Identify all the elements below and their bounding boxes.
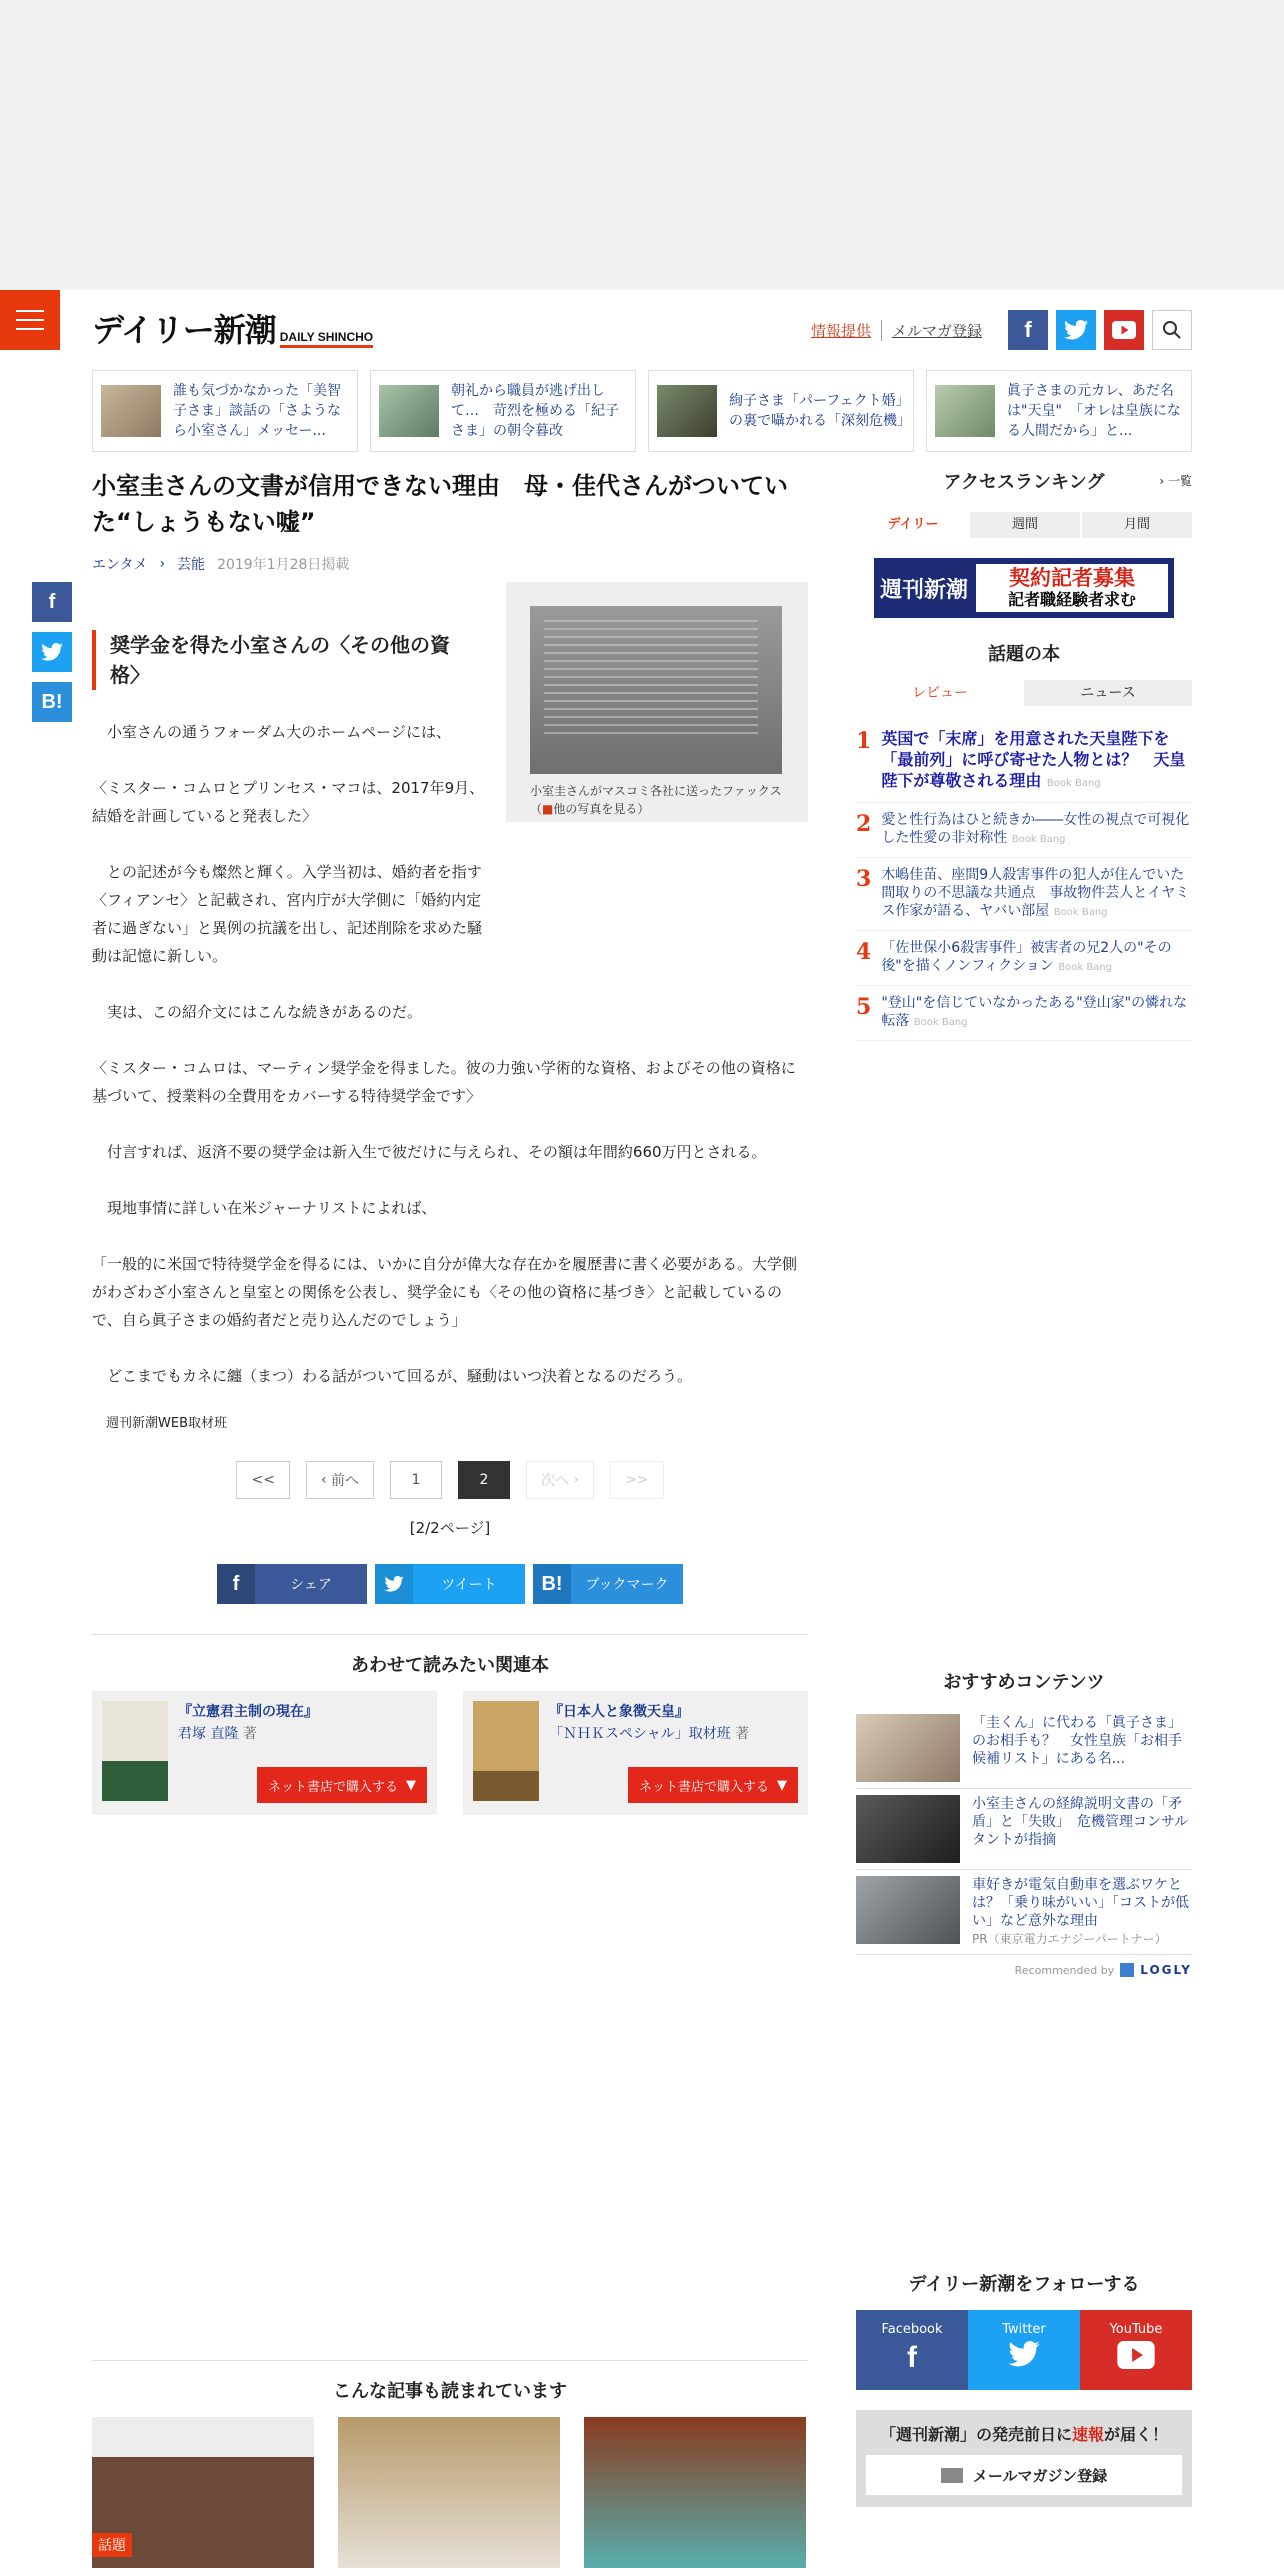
paragraph: との記述が今も燦然と輝く。入学当初は、婚約者を指す〈フィアンセ〉と記載され、宮内庁が大学側に「婚約内定者に過ぎない」と異例の抗議を出し、記述削除を求めた騒動は記憶に新しい。 bbox=[92, 863, 483, 965]
share-label: シェア bbox=[290, 1577, 332, 1593]
rank-title bbox=[881, 811, 1192, 849]
mailmag-box bbox=[856, 2410, 1192, 2507]
sidebar bbox=[856, 468, 1192, 1041]
rank-source: Book Bang bbox=[913, 1017, 968, 1028]
menu-icon-bar bbox=[16, 310, 44, 312]
topic-books-title: 話題の本 bbox=[988, 644, 1060, 665]
reco-title: おすすめコンテンツ bbox=[943, 1672, 1105, 1693]
twitter-icon[interactable] bbox=[32, 632, 72, 672]
follow-facebook-button[interactable] bbox=[856, 2310, 968, 2390]
rank-number: 4 bbox=[856, 939, 872, 965]
buy-label: ネット書店で購入する bbox=[638, 1779, 769, 1795]
list-item[interactable] bbox=[856, 803, 1192, 858]
follow-title: デイリー新潮をフォローする bbox=[908, 2274, 1140, 2295]
recruit-banner[interactable] bbox=[874, 558, 1174, 618]
rank-title-text: "登山"を信じていなかったある"登山家"の憐れな転落 bbox=[881, 995, 1188, 1029]
also-read-item[interactable] bbox=[92, 2417, 314, 2568]
banner-box bbox=[976, 564, 1168, 612]
pagination bbox=[92, 1461, 808, 1499]
pickup-item[interactable] bbox=[926, 370, 1192, 452]
mailmag-post: が届く！ bbox=[1104, 2425, 1169, 2444]
rank-title-text: 英国で「末席」を用意された天皇陛下を「最前列」に呼び寄せた人物とは？ 天皇陛下が尊敬される理由 bbox=[881, 729, 1186, 790]
chevron-right-icon: › bbox=[1159, 474, 1168, 488]
more-photos-link[interactable]: 他の写真を見る） bbox=[553, 802, 650, 816]
mailmag-pre: 「週刊新潮」の発売前日に bbox=[879, 2425, 1072, 2444]
book-title[interactable]: 『立憲君主制の現在』 bbox=[178, 1704, 318, 1720]
tab-daily[interactable]: デイリー bbox=[858, 512, 968, 538]
paragraph: 〈ミスター・コムロは、マーティン奨学金を得ました。彼の力強い学術的な資格、およびその他の資格に基づいて、授業料の全費用をカバーする特待奨学金です〉 bbox=[92, 1059, 796, 1105]
book-tabs bbox=[856, 680, 1192, 706]
book-list bbox=[92, 1691, 808, 1815]
recommended-by-label: Recommended by bbox=[1014, 1963, 1115, 1977]
rank-number: 3 bbox=[856, 866, 872, 892]
banner-brand: 週刊新潮 bbox=[880, 576, 969, 603]
top-ad-area bbox=[0, 0, 1284, 290]
hamburger-menu-button[interactable] bbox=[0, 290, 60, 350]
breadcrumb bbox=[92, 554, 808, 574]
site-header bbox=[92, 300, 1192, 360]
more-label: 一覧 bbox=[1167, 474, 1192, 488]
list-item[interactable] bbox=[856, 858, 1192, 931]
paragraph: 「一般的に米国で特待奨学金を得るには、いかに自分が偉大な存在かを履歴書に書く必要がある。大学側がわざわざ小室さんと皇室との関係を公表し、奨学金にも〈その他の資格に基づき〉と記載しているので、自ら眞子さまの婚約者だと売り込んだのでしょう」 bbox=[92, 1255, 798, 1329]
rank-title-text: 木嶋佳苗、座間9人殺害事件の犯人が住んでいた間取りの不思議な共通点 事故物件芸人とイヤミス作家が語る、ヤバい部屋 bbox=[881, 867, 1190, 919]
next-page-button[interactable] bbox=[526, 1461, 594, 1499]
share-buttons bbox=[92, 1564, 808, 1604]
book-title[interactable]: 『日本人と象徴天皇』 bbox=[549, 1704, 689, 1720]
pickup-item[interactable] bbox=[92, 370, 358, 452]
info-provide-link[interactable]: 情報提供 bbox=[811, 320, 882, 341]
pickup-item[interactable] bbox=[648, 370, 914, 452]
page-info: [2/2ページ] bbox=[409, 1519, 491, 1537]
twitter-icon bbox=[968, 2341, 1080, 2375]
youtube-icon[interactable] bbox=[1104, 310, 1144, 350]
ranking-title bbox=[856, 468, 1192, 494]
reco-item[interactable] bbox=[856, 1708, 1192, 1789]
facebook-icon: f bbox=[907, 2341, 917, 2374]
article-title: 小室圭さんの文書が信用できない理由 母・佳代さんがついていた“しょうもない嘘” bbox=[92, 472, 788, 536]
also-read-title: こんな記事も読まれています bbox=[333, 2381, 567, 2402]
author-suffix: 著 bbox=[238, 1726, 257, 1742]
prev-label: 前へ bbox=[331, 1473, 359, 1489]
rank-title bbox=[881, 866, 1192, 922]
paragraph: どこまでもカネに纏（まつ）わる話がついて回るが、騒動はいつ決着となるのだろう。 bbox=[92, 1367, 693, 1385]
reco-text: 小室圭さんの経緯説明文書の「矛盾」と「失敗」 危機管理コンサルタントが指摘 bbox=[972, 1796, 1189, 1848]
caret-down-icon: ▼ bbox=[406, 1777, 416, 1793]
author-suffix: 著 bbox=[730, 1726, 750, 1742]
rank-number: 1 bbox=[856, 728, 872, 754]
last-page-button[interactable]: >> bbox=[610, 1461, 663, 1499]
rank-source: Book Bang bbox=[1011, 834, 1066, 845]
paragraph: 付言すれば、返済不要の奨学金は新入生で彼だけに与えられ、その額は年間約660万円とされる。 bbox=[92, 1143, 767, 1161]
search-icon[interactable] bbox=[1152, 310, 1192, 350]
first-page-button[interactable]: << bbox=[236, 1461, 289, 1499]
rank-number: 2 bbox=[856, 811, 872, 837]
book-ranking-list bbox=[856, 720, 1192, 1041]
tweet-label: ツイート bbox=[441, 1577, 497, 1593]
pickup-articles bbox=[92, 370, 1192, 452]
tab-review[interactable]: レビュー bbox=[856, 680, 1024, 706]
pickup-thumbnail bbox=[657, 385, 717, 437]
publish-date: 2019年1月28日掲載 bbox=[217, 557, 350, 573]
tab-news[interactable]: ニュース bbox=[1024, 680, 1192, 706]
recommended-content bbox=[856, 1668, 1192, 1977]
breadcrumb-geino[interactable]: 芸能 bbox=[177, 557, 206, 573]
pickup-thumbnail bbox=[935, 385, 995, 437]
paragraph: 〈ミスター・コムロとプリンセス・マコは、2017年9月、結婚を計画していると発表した〉 bbox=[92, 779, 485, 825]
follow-buttons bbox=[856, 2310, 1192, 2390]
floating-share bbox=[32, 582, 72, 722]
book-cover[interactable] bbox=[102, 1701, 168, 1801]
banner-headline: 契約記者募集 bbox=[1009, 566, 1135, 590]
reco-thumbnail bbox=[856, 1876, 960, 1944]
also-read-item[interactable] bbox=[584, 2417, 806, 2568]
reco-text: 車好きが電気自動車を選ぶワケとは？「乗り味がいい」「コストが低い」など意外な理由 bbox=[972, 1877, 1189, 1929]
mailmag-red: 速報 bbox=[1071, 2425, 1104, 2444]
pickup-text: 誰も気づかなかった「美智子さま」談話の「さようなら小室さん」メッセー... bbox=[173, 383, 341, 439]
hatena-bookmark-icon: B! bbox=[533, 1564, 571, 1604]
logly-logo-icon bbox=[1120, 1963, 1134, 1977]
reco-thumbnail bbox=[856, 1714, 960, 1782]
follow-twitter-button[interactable] bbox=[968, 2310, 1080, 2390]
book-card bbox=[463, 1691, 808, 1815]
banner-sub: 記者職経験者求む bbox=[1008, 590, 1137, 609]
rank-number: 5 bbox=[856, 994, 872, 1020]
twitter-icon bbox=[375, 1564, 413, 1604]
twitter-share-button[interactable] bbox=[375, 1564, 525, 1604]
reco-list bbox=[856, 1708, 1192, 1955]
book-cover[interactable] bbox=[473, 1701, 539, 1801]
header-links bbox=[811, 320, 982, 341]
mailmag-link[interactable]: メルマガ登録 bbox=[891, 322, 982, 340]
header-sns bbox=[1008, 310, 1192, 350]
mailmag-register-button[interactable] bbox=[866, 2455, 1182, 2495]
menu-icon-bar bbox=[16, 319, 44, 321]
reco-text-wrap bbox=[972, 1876, 1192, 1948]
author-name: 「ＮＨＫスペシャル」取材班 bbox=[549, 1726, 731, 1742]
rank-title bbox=[881, 994, 1192, 1032]
buy-book-button[interactable] bbox=[257, 1767, 427, 1803]
hatena-bookmark-icon[interactable]: B! bbox=[32, 682, 72, 722]
follow-youtube-button[interactable] bbox=[1080, 2310, 1192, 2390]
youtube-icon bbox=[1080, 2341, 1192, 2377]
article-main bbox=[92, 468, 808, 1815]
buy-label: ネット書店で購入する bbox=[267, 1779, 398, 1795]
ranking-more-link[interactable] bbox=[1159, 472, 1192, 489]
list-item[interactable] bbox=[856, 931, 1192, 986]
book-author bbox=[549, 1723, 749, 1743]
chevron-right-icon: › bbox=[159, 556, 166, 572]
paragraph: 現地事情に詳しい在米ジャーナリストによれば、 bbox=[92, 1199, 437, 1217]
pickup-thumbnail bbox=[101, 385, 161, 437]
pickup-text: 絢子さま「パーフェクト婚」の裏で囁かれる「深刻危機」 bbox=[729, 393, 911, 429]
rank-source: Book Bang bbox=[1053, 907, 1108, 918]
also-read-section bbox=[92, 2360, 808, 2568]
breadcrumb-entame[interactable]: エンタメ bbox=[92, 557, 148, 573]
ranking-tabs bbox=[856, 512, 1192, 538]
buy-book-button[interactable] bbox=[628, 1767, 798, 1803]
figure-caption bbox=[530, 782, 784, 818]
also-read-item[interactable] bbox=[338, 2417, 560, 2568]
logo-en: DAILY SHINCHO bbox=[280, 331, 373, 348]
camera-icon: ■ bbox=[542, 802, 554, 816]
reco-text: 「圭くん」に代わる「眞子さま」のお相手も？ 女性皇族「お相手候補リスト」にある名... bbox=[972, 1715, 1182, 1767]
facebook-label: Facebook bbox=[881, 2322, 943, 2337]
rank-title-text: 「佐世保小6殺害事件」被害者の兄2人の"その後"を描くノンフィクション bbox=[881, 940, 1172, 974]
section-subhead: 奨学金を得た小室さんの〈その他の資格〉 bbox=[92, 630, 472, 690]
mailmag-text bbox=[866, 2422, 1182, 2445]
chevron-right-icon: › bbox=[569, 1472, 580, 1488]
prev-page-button[interactable] bbox=[306, 1461, 374, 1499]
page-2-button[interactable]: 2 bbox=[458, 1461, 510, 1499]
chevron-left-icon: ‹ bbox=[320, 1472, 331, 1488]
pickup-text: 朝礼から職員が逃げ出して… 苛烈を極める「紀子さま」の朝令暮改 bbox=[451, 383, 619, 439]
list-item[interactable] bbox=[856, 720, 1192, 803]
logo-jp: デイリー新潮 bbox=[92, 311, 276, 349]
rank-source: Book Bang bbox=[1058, 962, 1112, 973]
rank-title bbox=[881, 939, 1192, 977]
youtube-label: YouTube bbox=[1109, 2322, 1163, 2337]
tab-monthly[interactable]: 月間 bbox=[1082, 512, 1192, 538]
reco-item[interactable] bbox=[856, 1870, 1192, 1955]
related-books bbox=[92, 1634, 808, 1815]
site-logo[interactable] bbox=[92, 312, 373, 348]
reco-pr: PR（東京電力エナジーパートナー） bbox=[972, 1932, 1167, 1946]
twitter-label: Twitter bbox=[1002, 2322, 1046, 2337]
facebook-icon[interactable]: f bbox=[32, 582, 72, 622]
menu-icon-bar bbox=[16, 328, 44, 330]
caret-down-icon: ▼ bbox=[777, 1777, 787, 1793]
byline: 週刊新潮WEB取材班 bbox=[106, 1416, 227, 1431]
bookmark-label: ブックマーク bbox=[585, 1577, 669, 1593]
caption-text: 小室圭さんがマスコミ各社に送ったファックス（ bbox=[530, 784, 782, 816]
reco-thumbnail bbox=[856, 1795, 960, 1863]
envelope-icon bbox=[941, 2468, 963, 2483]
topic-tag: 話題 bbox=[92, 2533, 132, 2557]
hatena-bookmark-button[interactable] bbox=[533, 1564, 683, 1604]
logly-credit[interactable] bbox=[856, 1963, 1192, 1977]
article-figure bbox=[506, 582, 808, 822]
book-card bbox=[92, 1691, 437, 1815]
twitter-icon[interactable] bbox=[1056, 310, 1096, 350]
ranking-title-text: アクセスランキング bbox=[943, 472, 1105, 493]
reco-item[interactable] bbox=[856, 1789, 1192, 1870]
facebook-icon: f bbox=[217, 1564, 255, 1604]
pickup-item[interactable] bbox=[370, 370, 636, 452]
facebook-icon[interactable]: f bbox=[1008, 310, 1048, 350]
mailmag-btn-label: メールマガジン登録 bbox=[972, 2466, 1108, 2485]
next-label: 次へ bbox=[541, 1473, 569, 1489]
related-books-title: あわせて読みたい関連本 bbox=[351, 1655, 549, 1676]
pickup-text: 眞子さまの元カレ、あだ名は"天皇" 「オレは皇族になる人間だから」と... bbox=[1007, 383, 1181, 439]
author-name: 君塚 直隆 bbox=[178, 1726, 239, 1742]
page-1-button[interactable]: 1 bbox=[390, 1461, 442, 1499]
tab-weekly[interactable]: 週間 bbox=[970, 512, 1080, 538]
rank-source: Book Bang bbox=[1046, 778, 1101, 789]
also-read-list bbox=[92, 2417, 808, 2568]
pickup-thumbnail bbox=[379, 385, 439, 437]
book-author bbox=[178, 1723, 257, 1743]
list-item[interactable] bbox=[856, 986, 1192, 1041]
fax-photo[interactable] bbox=[530, 606, 782, 774]
paragraph: 小室さんの通うフォーダム大のホームページには、 bbox=[92, 723, 451, 741]
logly-label: LOGLY bbox=[1140, 1963, 1192, 1977]
rank-title bbox=[881, 728, 1192, 794]
rank-title-text: 愛と性行為はひと続きか――女性の視点で可視化した性愛の非対称性 bbox=[881, 812, 1190, 846]
follow-section bbox=[856, 2270, 1192, 2507]
paragraph: 実は、この紹介文にはこんな続きがあるのだ。 bbox=[92, 1003, 423, 1021]
facebook-share-button[interactable] bbox=[217, 1564, 367, 1604]
